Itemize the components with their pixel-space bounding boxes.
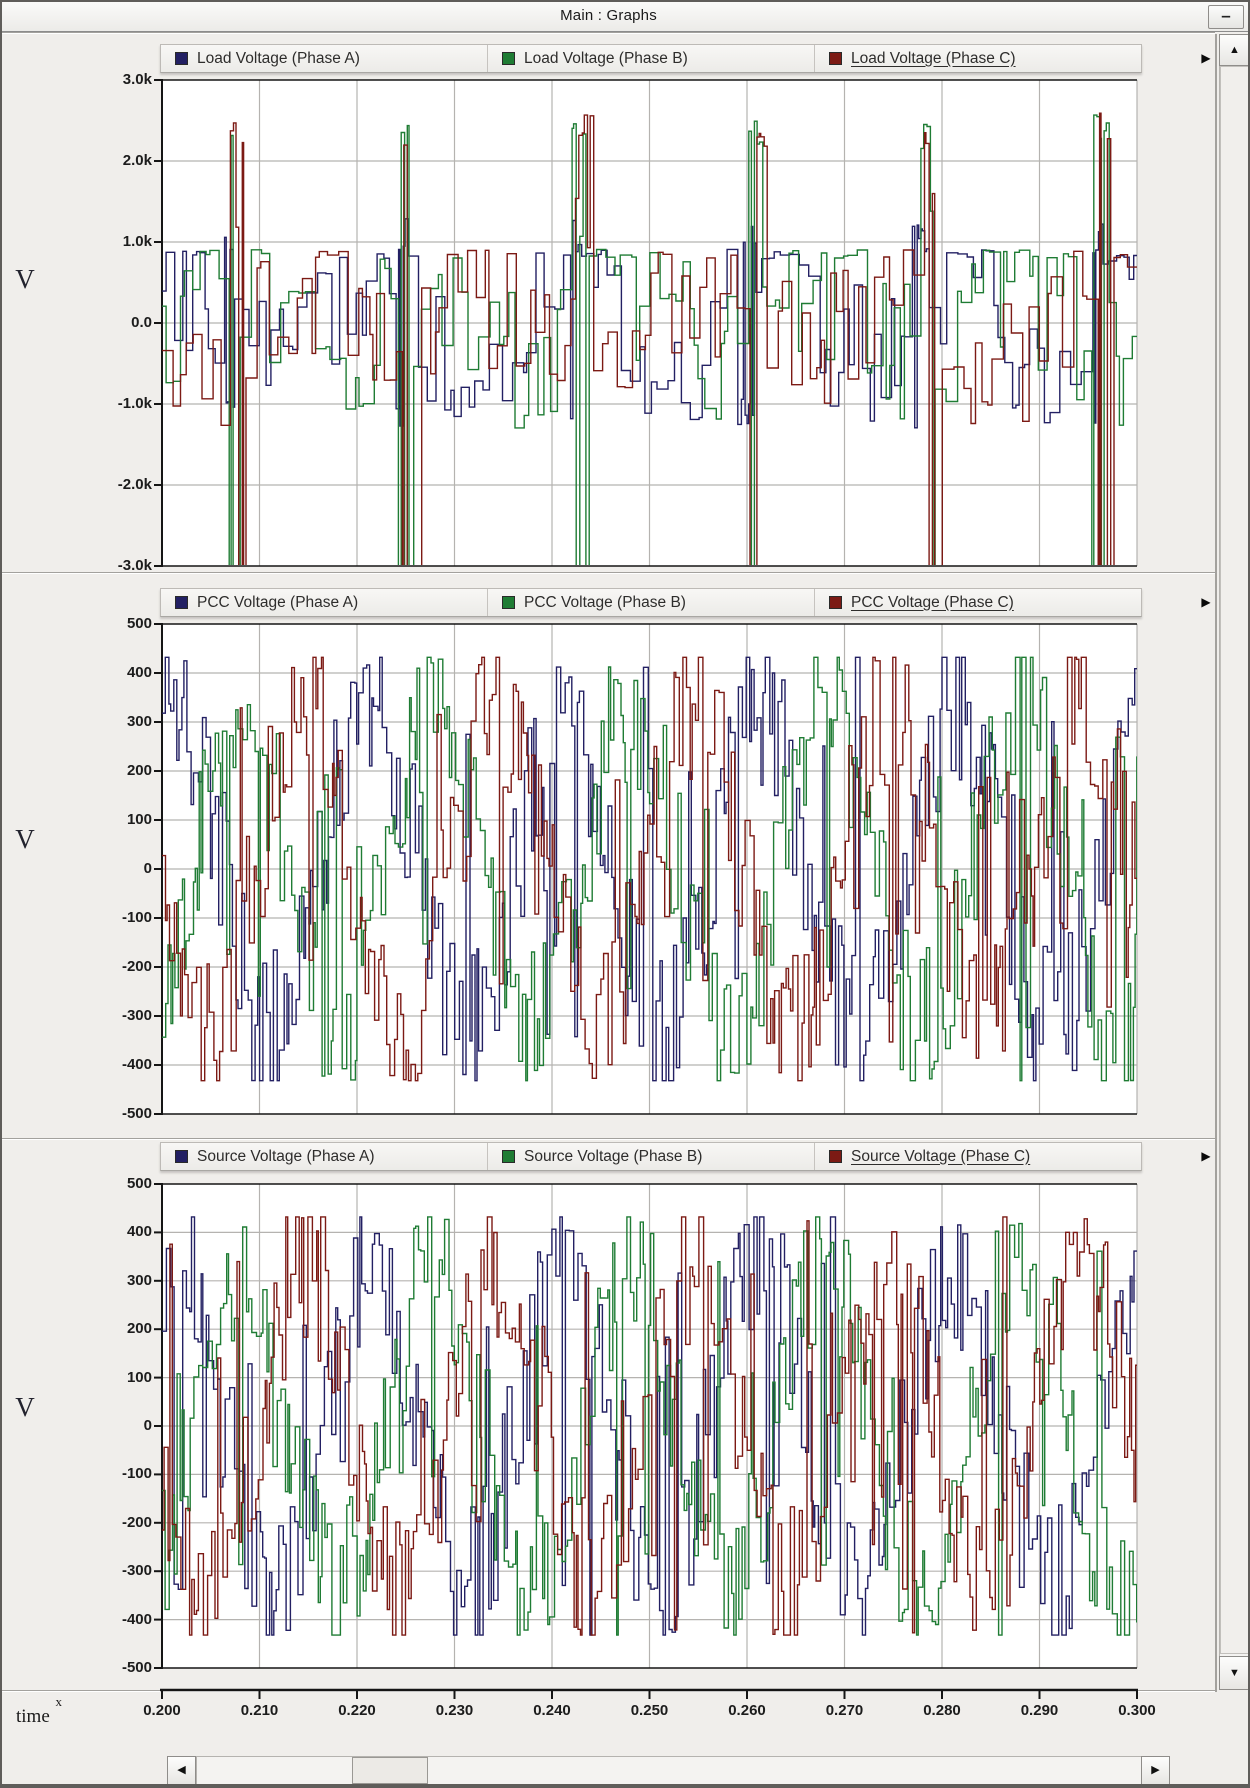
x-tick-label: 0.240 — [533, 1702, 571, 1719]
legend-swatch-phase-b — [502, 596, 515, 609]
horizontal-scrollbar-thumb[interactable] — [352, 1757, 428, 1784]
legend-swatch-phase-a — [175, 52, 188, 65]
legend-label: Load Voltage (Phase C) — [851, 49, 1016, 67]
y-axis-unit-label: V — [15, 824, 35, 854]
legend-overflow-arrow[interactable]: ▶ — [1201, 1149, 1211, 1163]
legend-item[interactable] — [488, 1143, 815, 1170]
legend-label: Source Voltage (Phase A) — [197, 1147, 375, 1165]
y-axis-unit-label: V — [15, 264, 35, 294]
title-bar[interactable] — [2, 2, 1248, 32]
legend-item[interactable] — [161, 45, 488, 72]
legend-swatch-phase-c — [829, 1150, 842, 1163]
legend-overflow-arrow[interactable]: ▶ — [1201, 595, 1211, 609]
y-tick-label: 2.0k — [122, 152, 152, 169]
y-tick-label: -2.0k — [117, 476, 152, 493]
x-tick-label: 0.300 — [1118, 1702, 1156, 1719]
y-tick-label: 200 — [126, 1320, 152, 1338]
y-tick-label: 3.0k — [122, 71, 152, 88]
x-tick-label: 0.210 — [240, 1702, 279, 1719]
plot-area-load-voltage[interactable] — [162, 80, 1137, 566]
x-axis-label — [16, 1696, 68, 1732]
y-tick-label: 300 — [126, 713, 152, 730]
y-tick-label: 400 — [126, 664, 152, 681]
x-tick-label: 0.260 — [728, 1702, 766, 1719]
legend-item[interactable] — [488, 45, 815, 72]
y-tick-label: 1.0k — [122, 233, 152, 250]
x-tick-label: 0.220 — [338, 1702, 376, 1719]
legend-label: PCC Voltage (Phase A) — [197, 593, 359, 611]
legend-label: Load Voltage (Phase B) — [524, 49, 688, 67]
vertical-scrollbar-thumb[interactable] — [1220, 66, 1249, 1654]
x-tick-label: 0.230 — [435, 1702, 474, 1719]
y-tick-label: -300 — [121, 1562, 152, 1580]
vertical-scrollbar-track[interactable] — [1219, 66, 1250, 1656]
legend-bar — [160, 44, 1142, 73]
y-tick-label: 300 — [126, 1271, 152, 1289]
y-tick-label: 0 — [143, 1417, 152, 1434]
y-tick-label: -200 — [121, 958, 152, 975]
legend-label: Source Voltage (Phase C) — [851, 1147, 1031, 1165]
x-axis-name: time — [16, 1706, 50, 1727]
window-title: Main : Graphs — [560, 7, 657, 24]
scroll-down-button[interactable]: ▼ — [1219, 1656, 1250, 1690]
y-tick-label: -100 — [121, 909, 152, 926]
scroll-left-button[interactable]: ◀ — [167, 1756, 196, 1785]
scrollbar-separator — [1215, 34, 1217, 1692]
legend-item[interactable] — [815, 1143, 1141, 1170]
y-tick-label: -500 — [121, 1659, 152, 1676]
legend-item[interactable] — [815, 589, 1141, 616]
x-tick-label: 0.270 — [825, 1702, 864, 1719]
panel-separator — [2, 572, 1215, 574]
x-axis-superscript: x — [55, 1694, 62, 1709]
panel-separator — [2, 1690, 1215, 1692]
x-tick-label: 0.200 — [143, 1702, 181, 1719]
legend-swatch-phase-b — [502, 1150, 515, 1163]
horizontal-scrollbar-track[interactable] — [196, 1756, 1142, 1785]
y-tick-label: 400 — [126, 1223, 152, 1241]
legend-bar — [160, 1142, 1142, 1171]
legend-label: Source Voltage (Phase B) — [524, 1147, 703, 1165]
legend-label: PCC Voltage (Phase C) — [851, 593, 1014, 611]
plot-area-pcc-voltage[interactable] — [162, 624, 1137, 1114]
y-tick-label: 100 — [126, 811, 152, 828]
legend-label: PCC Voltage (Phase B) — [524, 593, 686, 611]
minimize-button[interactable]: – — [1208, 5, 1244, 29]
legend-swatch-phase-a — [175, 1150, 188, 1163]
legend-item[interactable] — [488, 589, 815, 616]
y-tick-label: -300 — [121, 1007, 152, 1024]
titlebar-separator — [2, 32, 1215, 34]
legend-item[interactable] — [161, 1143, 488, 1170]
y-tick-label: 100 — [126, 1368, 152, 1386]
y-tick-label: 500 — [126, 615, 152, 632]
y-tick-label: 500 — [126, 1175, 152, 1192]
y-tick-label: -200 — [121, 1513, 152, 1531]
y-axis-unit-label: V — [15, 1392, 35, 1422]
legend-label: Load Voltage (Phase A) — [197, 49, 360, 67]
legend-swatch-phase-a — [175, 596, 188, 609]
y-tick-label: -3.0k — [117, 557, 152, 574]
scroll-up-button[interactable]: ▲ — [1219, 34, 1250, 66]
scroll-right-button[interactable]: ▶ — [1141, 1756, 1170, 1785]
y-tick-label: -1.0k — [117, 395, 152, 412]
legend-swatch-phase-b — [502, 52, 515, 65]
y-tick-label: 0 — [143, 860, 152, 877]
legend-swatch-phase-c — [829, 52, 842, 65]
legend-overflow-arrow[interactable]: ▶ — [1201, 51, 1211, 65]
legend-bar — [160, 588, 1142, 617]
y-tick-label: -400 — [121, 1610, 152, 1628]
panel-separator — [2, 1138, 1215, 1140]
legend-item[interactable] — [161, 589, 488, 616]
y-tick-label: -400 — [121, 1056, 152, 1073]
plot-area-source-voltage[interactable] — [162, 1184, 1137, 1668]
x-tick-label: 0.290 — [1020, 1702, 1059, 1719]
legend-swatch-phase-c — [829, 596, 842, 609]
y-tick-label: 200 — [126, 762, 152, 779]
x-tick-label: 0.280 — [923, 1702, 961, 1719]
legend-item[interactable] — [815, 45, 1141, 72]
y-tick-label: -100 — [121, 1465, 152, 1483]
y-tick-label: 0.0 — [131, 314, 152, 331]
y-tick-label: -500 — [121, 1105, 152, 1122]
x-tick-label: 0.250 — [630, 1702, 669, 1719]
